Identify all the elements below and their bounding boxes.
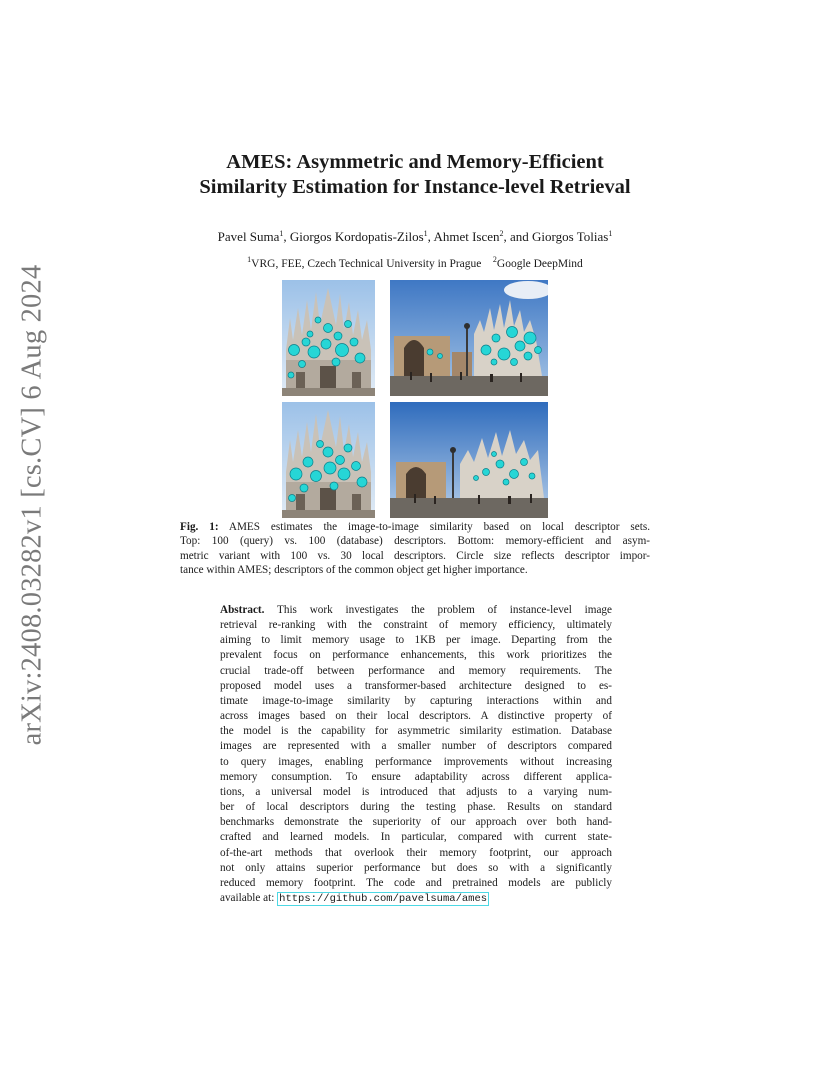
abstract-line: to query images, enabling performance improvements without increasing [220, 755, 612, 768]
caption-line: Top: 100 (query) vs. 100 (database) descriptors. Bottom: memory-efficient and asym- [180, 535, 650, 548]
author-separator: , and [503, 229, 533, 244]
abstract-line: reduced memory footprint. The code and pretrained models are publicly [220, 876, 612, 889]
caption-text: AMES estimates the image-to-image similarity based on local descriptor sets. [218, 521, 650, 533]
affiliation-mark: 2 [499, 229, 504, 238]
abstract-line: of-the-art methods that overlook their memory footprint, our approach [220, 846, 612, 859]
code-repository-link[interactable]: https://github.com/pavelsuma/ames [279, 892, 488, 905]
database-image-top [390, 280, 548, 396]
abstract-line: ber of local descriptors during the testing phase. Results on standard [220, 801, 612, 814]
author-name: Pavel Suma [217, 229, 280, 244]
author-separator: , [283, 229, 290, 244]
affiliation-mark: 1 [279, 229, 284, 238]
abstract-line: timate image-to-image similarity by capturing interactions within and [220, 694, 612, 707]
author-list [120, 229, 710, 245]
title-line-1: AMES: Asymmetric and Memory-Efficient [226, 151, 604, 173]
figure-label: Fig. 1: [180, 521, 219, 533]
abstract-line: prevalent focus on performance enhancements, this work prioritizes the [220, 649, 612, 662]
caption-line [180, 520, 650, 534]
query-image-bottom [282, 402, 375, 518]
abstract [220, 603, 612, 907]
caption-line: tance within AMES; descriptors of the common object get higher importance. [180, 563, 528, 576]
database-image-bottom [390, 402, 548, 518]
abstract-line [220, 891, 612, 907]
paper-title [150, 150, 680, 200]
title-line-2: Similarity Estimation for Instance-level Retrieval [199, 176, 631, 198]
abstract-line: not only attains superior performance but does so with a significantly [220, 861, 612, 874]
abstract-label: Abstract. [220, 604, 265, 616]
author-name: Giorgos Kordopatis-Zilos [289, 229, 424, 244]
abstract-text: available at: [220, 891, 278, 904]
query-image-top [282, 280, 375, 396]
affiliation-mark: 1 [247, 255, 252, 264]
author-separator: , [427, 229, 434, 244]
abstract-line: aiming to limit memory usage to 1KB per image. Departing from the [220, 634, 612, 647]
abstract-line: across images based on their local descriptors. A distinctive property of [220, 710, 612, 723]
caption-line: metric variant with 100 vs. 30 local descriptors. Circle size reflects descriptor impor- [180, 549, 650, 562]
abstract-line: the model is the capability for asymmetric similarity estimation. Database [220, 725, 612, 738]
affiliation-list [120, 255, 710, 270]
affiliation-mark: 1 [608, 229, 613, 238]
affiliation-mark: 1 [423, 229, 428, 238]
abstract-line: retrieval re-ranking with the constraint of memory efficiency, ultimately [220, 619, 612, 632]
figure-caption [180, 520, 650, 577]
arxiv-identifier: arXiv:2408.03282v1 [cs.CV] 6 Aug 2024 [16, 264, 47, 746]
abstract-line: images are represented with a smaller number of descriptors compared [220, 740, 612, 753]
author-name: Ahmet Iscen [433, 229, 500, 244]
author-name: Giorgos Tolias [532, 229, 609, 244]
abstract-line: crucial trade-off between performance and memory requirements. The [220, 664, 612, 677]
abstract-line: proposed model uses a transformer-based architecture designed to es- [220, 679, 612, 692]
figure-1-image-grid [280, 280, 548, 518]
abstract-line: memory consumption. To ensure adaptability across different applica- [220, 770, 612, 783]
abstract-line: benchmarks demonstrate the superiority of our approach over both hand- [220, 816, 612, 829]
arxiv-side-stamp [6, 264, 58, 746]
affiliation-mark: 2 [492, 255, 497, 264]
affiliation-text: VRG, FEE, Czech Technical University in Prague [251, 258, 482, 270]
affiliation-text: Google DeepMind [496, 258, 583, 270]
abstract-line: crafted and learned models. In particular, compared with current state- [220, 831, 612, 844]
abstract-text: This work investigates the problem of instance-level image [264, 604, 612, 616]
abstract-line: tions, a universal model is introduced that adjusts to a varying num- [220, 785, 612, 798]
abstract-line [220, 603, 612, 618]
